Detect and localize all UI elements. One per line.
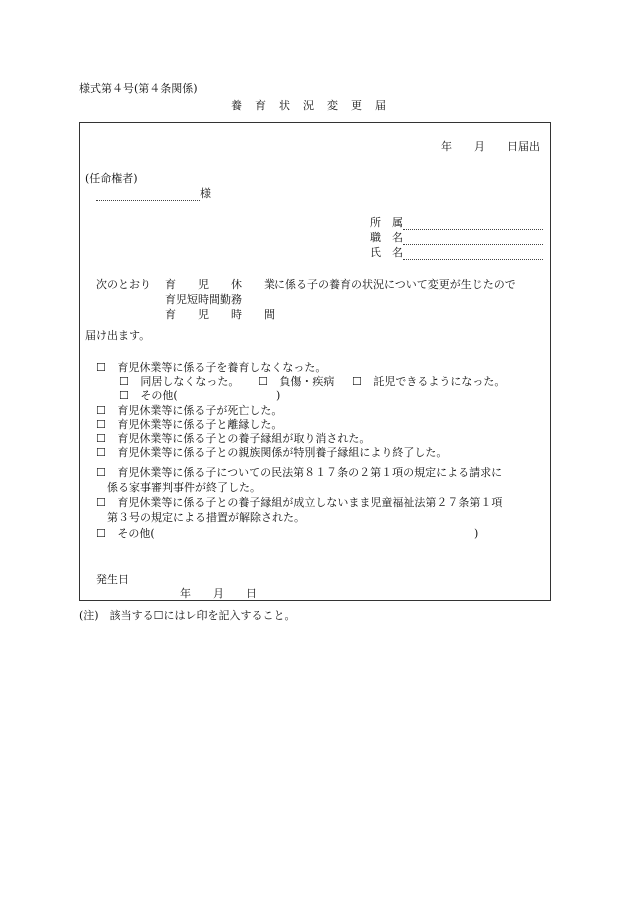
item3-text: 育児休業等に係る子と離縁した。 [117, 418, 283, 431]
checkbox-item6[interactable]: ☐ [96, 466, 106, 479]
list-item [258, 375, 334, 389]
checkbox-item4[interactable]: ☐ [96, 432, 106, 445]
intro-option-short-hours: 育児短時間勤務 [165, 293, 242, 306]
item6-text-line1: 育児休業等に係る子についての民法第８１７条の２第１項の規定による請求に [117, 466, 503, 479]
name-field[interactable] [370, 246, 543, 260]
list-item [96, 432, 370, 446]
list-item [96, 466, 502, 480]
list-item [119, 375, 239, 389]
intro-closing: 届け出ます。 [85, 329, 151, 342]
item7-text-line2: 第３号の規定による措置が解除された。 [107, 511, 305, 524]
position-field[interactable] [370, 231, 543, 245]
item1-sub-a-text: 同居しなくなった。 [140, 375, 240, 388]
appointer-name-field[interactable] [96, 187, 211, 201]
item4-text: 育児休業等に係る子との養子縁組が取り消された。 [117, 432, 371, 445]
item1-text: 育児休業等に係る子を養育しなくなった。 [117, 361, 327, 374]
intro-option-childcare-leave: 育 児 休 業 [165, 278, 275, 291]
item8-text: その他( [117, 527, 155, 540]
checkbox-item1-sub-a[interactable]: ☐ [119, 375, 129, 388]
position-line [403, 232, 543, 245]
checkbox-item8[interactable]: ☐ [96, 527, 106, 540]
intro-prefix: 次のとおり [96, 278, 151, 291]
appointer-label: (任命権者) [85, 172, 138, 185]
checkbox-item5[interactable]: ☐ [96, 446, 106, 459]
affiliation-line [403, 217, 543, 230]
intro-suffix: に係る子の養育の状況について変更が生じたので [274, 278, 516, 291]
list-item [96, 404, 282, 418]
item1-sub-b-text: 負傷・疾病 [279, 375, 335, 388]
item7-text-line1: 育児休業等に係る子との養子縁組が成立しないまま児童福祉法第２７条第１項 [117, 496, 503, 509]
intro-option-childcare-time: 育 児 時 間 [165, 308, 275, 321]
list-item [96, 496, 502, 510]
appointer-sama: 様 [200, 187, 211, 200]
list-item [96, 527, 155, 541]
item1-sub-c-text: 託児できるようになった。 [373, 375, 506, 388]
list-item [352, 375, 505, 389]
affiliation-label: 所 属 [370, 216, 403, 229]
affiliation-field[interactable] [370, 216, 543, 230]
item5-text: 育児休業等に係る子との親族関係が特別養子縁組により終了した。 [117, 446, 448, 459]
name-label: 氏 名 [370, 246, 403, 259]
checkbox-item3[interactable]: ☐ [96, 418, 106, 431]
list-item [119, 389, 178, 403]
form-number: 様式第４号(第４条関係) [79, 82, 198, 95]
list-item [96, 446, 447, 460]
position-label: 職 名 [370, 231, 403, 244]
item6-text-line2: 係る家事審判事件が終了した。 [107, 481, 261, 494]
appointer-name-line [96, 188, 200, 201]
checkbox-item7[interactable]: ☐ [96, 496, 106, 509]
checkbox-item2[interactable]: ☐ [96, 404, 106, 417]
item8-close: ) [474, 527, 479, 540]
checkbox-item1-sub-other[interactable]: ☐ [119, 389, 129, 402]
list-item [96, 418, 282, 432]
list-item [96, 361, 326, 375]
checkbox-item1[interactable]: ☐ [96, 361, 106, 374]
form-title: 養 育 状 況 変 更 届 [231, 99, 387, 112]
footnote: (注) 該当する☐にはレ印を記入すること。 [79, 609, 296, 622]
submission-date: 年 月 日届出 [441, 140, 540, 153]
occurrence-date: 年 月 日 [180, 587, 257, 600]
name-line [403, 247, 543, 260]
occurrence-label: 発生日 [96, 573, 129, 586]
item1-sub-other-text: その他( [140, 389, 178, 402]
checkbox-item1-sub-c[interactable]: ☐ [352, 375, 362, 388]
item2-text: 育児休業等に係る子が死亡した。 [117, 404, 283, 417]
checkbox-item1-sub-b[interactable]: ☐ [258, 375, 268, 388]
item1-sub-other-close: ) [276, 389, 281, 402]
